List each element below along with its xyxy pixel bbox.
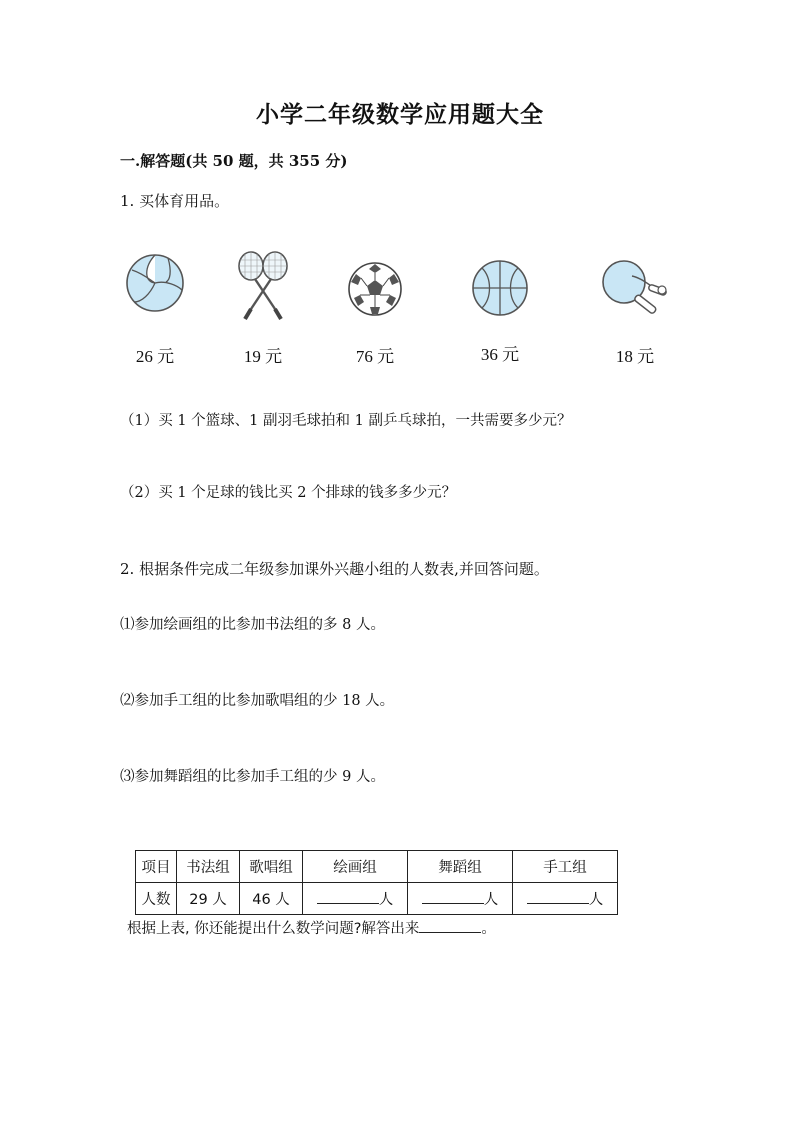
item-ping-pong-paddle [590,256,680,367]
soccer-ball-icon [346,260,404,318]
table-header-cell: 手工组 [513,851,618,883]
table-blank-cell[interactable] [513,883,618,915]
item-price: 19 元 [243,347,283,366]
table-cell: 29 人 [177,883,240,915]
table-header-cell: 绘画组 [303,851,408,883]
answer-blank[interactable] [422,891,484,904]
table-cell: 46 人 [240,883,303,915]
item-price: 76 元 [355,347,395,366]
table-header-cell: 项目 [136,851,177,883]
follow-up-end: 。 [481,921,496,937]
item-basketball [455,258,545,365]
volleyball-icon [124,252,186,314]
follow-up-question [127,917,496,938]
item-volleyball [110,252,200,367]
item-badminton-rackets [218,250,308,367]
condition-3: ⑶参加舞蹈组的比参加手工组的少 9 人。 [120,769,385,785]
question-1-prompt: 1. 买体育用品。 [120,192,230,210]
table-blank-cell[interactable] [408,883,513,915]
table-row-label: 人数 [136,883,177,915]
answer-blank[interactable] [317,891,379,904]
item-price: 26 元 [135,347,175,366]
question-1-part-1: （1）买 1 个篮球、1 副羽毛球拍和 1 副乒乓球拍，一共需要多少元？ [120,413,572,429]
item-soccer-ball [330,260,420,367]
table-header-row [136,851,618,883]
answer-blank[interactable] [527,891,589,904]
item-price: 18 元 [615,347,655,366]
unit-label: 人 [588,892,604,908]
table-header-cell: 舞蹈组 [408,851,513,883]
table-blank-cell[interactable] [303,883,408,915]
question-2-prompt: 2. 根据条件完成二年级参加课外兴趣小组的人数表,并回答问题。 [120,560,549,578]
ping-pong-paddle-icon [598,256,672,318]
interest-group-table [135,850,618,915]
question-1-part-2: （2）买 1 个足球的钱比买 2 个排球的钱多多少元？ [120,485,457,501]
condition-2: ⑵参加手工组的比参加歌唱组的少 18 人。 [120,693,395,709]
basketball-icon [470,258,530,318]
answer-blank[interactable] [419,920,481,933]
section-heading: 一.解答题(共 50 题，共 355 分) [120,152,348,170]
follow-up-text: 根据上表, 你还能提出什么数学问题?解答出来 [127,921,420,937]
badminton-racket-icon [231,250,295,322]
condition-1: ⑴参加绘画组的比参加书法组的多 8 人。 [120,617,385,633]
table-header-cell: 书法组 [177,851,240,883]
table-header-cell: 歌唱组 [240,851,303,883]
unit-label: 人 [378,892,394,908]
unit-label: 人 [483,892,499,908]
page-title: 小学二年级数学应用题大全 [256,101,544,128]
item-price: 36 元 [480,345,520,364]
table-row [136,883,618,915]
